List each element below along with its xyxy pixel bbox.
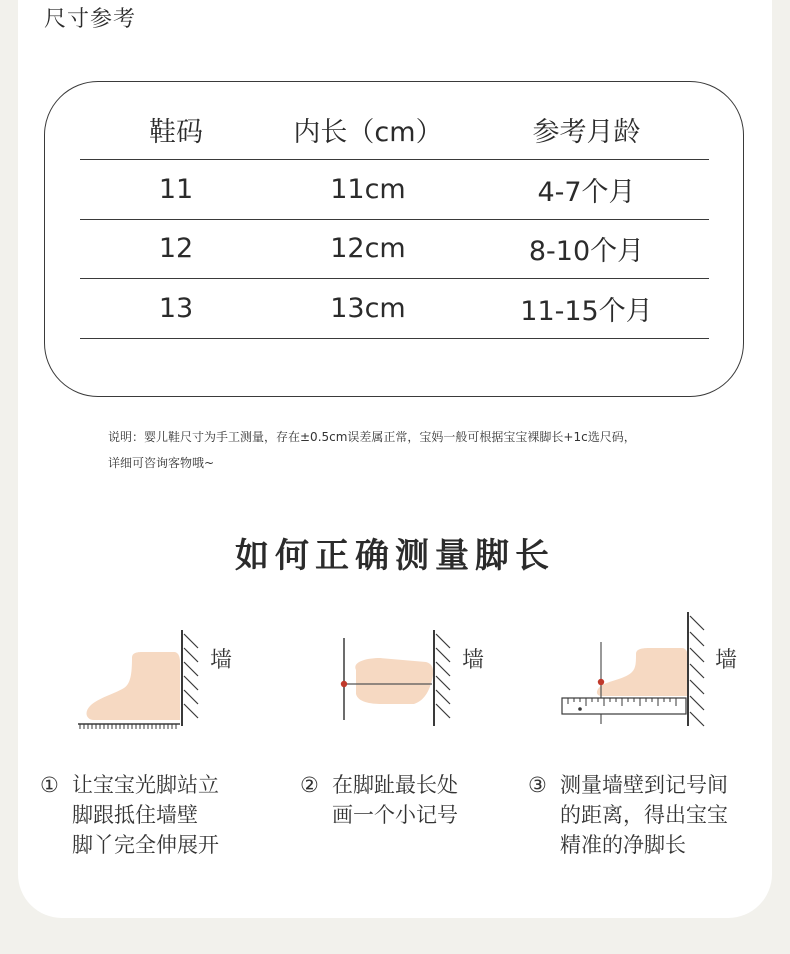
- step-line: 精准的净脚长: [560, 833, 686, 857]
- cell-age: 4-7个月: [537, 176, 636, 208]
- step-3-illustration: [556, 608, 756, 740]
- page-title: 尺寸参考: [44, 7, 137, 32]
- step-number: ②: [300, 773, 319, 797]
- cell-age: 11-15个月: [520, 295, 653, 327]
- step-line: 画一个小记号: [332, 803, 458, 827]
- step-2-text: [300, 770, 458, 830]
- foot-icon: [597, 648, 688, 696]
- wall-label: 墙: [210, 648, 233, 673]
- step-line: 测量墙壁到记号间: [560, 773, 728, 797]
- cell-length: 13cm: [330, 292, 406, 324]
- mark-dot: [598, 679, 604, 685]
- mark-dot: [341, 681, 347, 687]
- cell-length: 12cm: [330, 233, 406, 265]
- header-age: 参考月龄: [532, 117, 641, 148]
- header-size: 鞋码: [149, 117, 203, 148]
- step-1-text: [40, 770, 219, 860]
- foot-icon: [355, 658, 433, 704]
- table-row: [80, 160, 709, 220]
- note-line-2: 详细可咨询客物哦~: [108, 456, 215, 470]
- cell-size: 11: [158, 173, 194, 205]
- cell-length: 11cm: [330, 173, 406, 205]
- step-line: 脚丫完全伸展开: [72, 833, 219, 857]
- table-row: [80, 220, 709, 280]
- table-row: [80, 279, 709, 339]
- step-3-text: [528, 770, 728, 860]
- foot-icon: [87, 652, 180, 720]
- cell-size: 13: [158, 292, 194, 324]
- header-inner-length: 内长（cm）: [293, 117, 443, 148]
- ruler-icon: [562, 698, 686, 714]
- measure-section-title: 如何正确测量脚长: [235, 536, 555, 576]
- table-header-row: [80, 100, 709, 160]
- step-line: 让宝宝光脚站立: [72, 773, 219, 797]
- cell-age: 8-10个月: [528, 236, 645, 268]
- step-line: 的距离，得出宝宝: [560, 803, 728, 827]
- step-2-illustration: [330, 608, 530, 740]
- step-line: 在脚趾最长处: [332, 773, 458, 797]
- note-line-1: 说明：婴儿鞋尺寸为手工测量，存在±0.5cm误差属正常，宝妈一般可根据宝宝裸脚长+1c选尺码，: [108, 430, 636, 444]
- cell-size: 12: [158, 233, 194, 265]
- wall-label: 墙: [462, 648, 485, 673]
- step-line: 脚跟抵住墙壁: [72, 803, 198, 827]
- size-note: [108, 424, 728, 476]
- step-number: ③: [528, 773, 547, 797]
- wall-label: 墙: [715, 648, 738, 673]
- size-table: [80, 100, 709, 339]
- step-1-illustration: [74, 608, 274, 740]
- step-number: ①: [40, 773, 59, 797]
